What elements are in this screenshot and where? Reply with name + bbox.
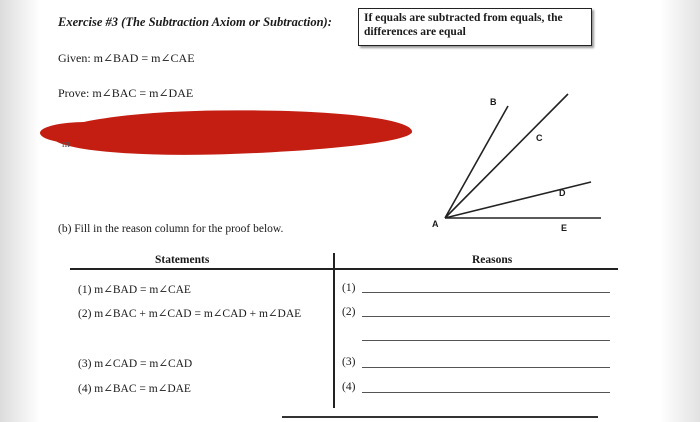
page-shadow-right (660, 0, 700, 422)
label-b: B (490, 97, 497, 107)
reason-blank-1[interactable] (362, 292, 610, 293)
reason-number-2: (2) (342, 306, 356, 318)
given-statement: Given: m∠BAD = m∠CAE (58, 51, 195, 65)
redacted-text-fragment: m (62, 139, 70, 150)
table-top-rule (70, 268, 618, 270)
exercise-title: Exercise #3 (The Subtraction Axiom or Subtraction): (58, 15, 332, 29)
label-d: D (559, 188, 566, 198)
reason-number-4: (4) (342, 381, 356, 393)
statement-1: (1) m∠BAD = m∠CAE (78, 284, 191, 296)
axiom-box (358, 8, 592, 46)
part-b-instruction: (b) Fill in the reason column for the proof below. (58, 223, 284, 235)
next-box-top-edge (282, 416, 598, 418)
label-c: C (536, 133, 543, 143)
axiom-text: If equals are subtracted from equals, the differences are equal (364, 12, 563, 38)
statements-header: Statements (155, 254, 210, 266)
reason-blank-3[interactable] (362, 367, 610, 368)
statement-3: (3) m∠CAD = m∠CAD (78, 358, 193, 370)
reasons-header: Reasons (472, 254, 513, 266)
page-shadow-left (0, 0, 40, 422)
table-column-divider (333, 253, 335, 408)
reason-number-3: (3) (342, 356, 356, 368)
ray-ac (445, 94, 568, 218)
reason-blank-4[interactable] (362, 392, 610, 393)
label-e: E (561, 223, 568, 233)
redaction-mark (51, 105, 412, 158)
angle-diagram (425, 84, 615, 234)
label-a: A (432, 219, 439, 229)
statement-4: (4) m∠BAC = m∠DAE (78, 383, 191, 395)
statement-2: (2) m∠BAC + m∠CAD = m∠CAD + m∠DAE (78, 308, 302, 320)
reason-number-1: (1) (342, 282, 356, 294)
ray-ad (445, 182, 591, 218)
ray-ab (445, 106, 508, 218)
prove-statement: Prove: m∠BAC = m∠DAE (58, 86, 194, 100)
reason-blank-2[interactable] (362, 316, 610, 317)
reason-blank-2-continued[interactable] (362, 340, 610, 341)
